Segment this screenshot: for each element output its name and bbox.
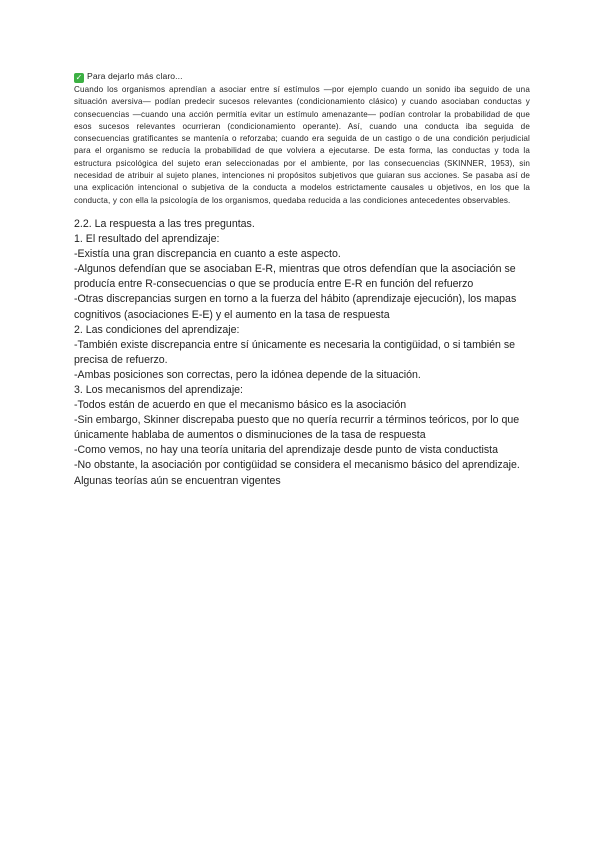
section-title-text: Para dejarlo más claro... bbox=[87, 71, 183, 81]
bullet-line: -Ambas posiciones son correctas, pero la idónea depende de la situación. bbox=[74, 368, 421, 381]
check-mark-icon: ✓ bbox=[75, 73, 83, 82]
answers-section bbox=[74, 217, 530, 489]
bullet-line: -Algunos defendían que se asociaban E-R, mientras que otros defendían que la asociación se producía entre R-consecuencias o que se producía entre E-R en función del refuerzo bbox=[74, 263, 516, 291]
bullet-line: -Existía una gran discrepancia en cuanto a este aspecto. bbox=[74, 248, 341, 261]
bullet-line: -También existe discrepancia entre sí únicamente es necesaria la contigüidad, o si también se precisa de refuerzo. bbox=[74, 338, 516, 366]
subheading-conditions: 2. Las condiciones del aprendizaje: bbox=[74, 323, 240, 336]
bullet-line: -No obstante, la asociación por contigüidad se considera el mecanismo básico del aprendizaje. Algunas teorías aún se encuentran vigentes bbox=[74, 459, 520, 487]
bullet-line: -Como vemos, no hay una teoría unitaria del aprendizaje desde punto de vista conductista bbox=[74, 444, 499, 457]
document-body bbox=[74, 70, 530, 489]
bullet-line: -Sin embargo, Skinner discrepaba puesto que no quería recurrir a términos teóricos, por lo que únicamente hablaba de aumentos o disminuciones de la tasa de respuesta bbox=[74, 414, 520, 442]
subheading-result: 1. El resultado del aprendizaje: bbox=[74, 233, 220, 246]
bullet-line: -Todos están de acuerdo en que el mecanismo básico es la asociación bbox=[74, 399, 407, 412]
answers-heading: 2.2. La respuesta a las tres preguntas. bbox=[74, 217, 255, 230]
bullet-line: -Otras discrepancias surgen en torno a la fuerza del hábito (aprendizaje ejecución), los mapas cognitivos (asociaciones E-E) y el aumento en la tasa de respuesta bbox=[74, 293, 517, 321]
summary-paragraph: Cuando los organismos aprendían a asociar entre sí estímulos —por ejemplo cuando un sonido iba seguido de una situación aversiva— podían predecir sucesos relevantes (condicionamiento clásico) y cuando asociaban conductas y consecuencias —cuando una acción permitía evitar un estímulo amenazante— podían controlar la probabilidad de que esos sucesos relevantes ocurrieran (condicionamiento operante). Así, cuando una conducta iba seguida de consecuencias gratificantes se mantenía o reforzaba; cuando era seguida de un castigo o de una condición perjudicial para el organismo se reducía la probabilidad de que volviera a ejecutarse. De esta forma, las conductas y toda la estructura psicológica del sujeto eran seleccionadas por el ambiente, por las consecuencias (SKINNER, 1953), sin necesidad de atribuir al sujeto planes, intenciones ni propósitos subjetivos que guiaran sus acciones. Se pasaba así de una explicación intencional o subjetiva de la conducta a modelos estrictamente causales u objetivos, en los que la conducta, y con ella la psicología de los organismos, quedaba reducida a las condiciones antecedentes observables. bbox=[74, 85, 530, 205]
subheading-mechanisms: 3. Los mecanismos del aprendizaje: bbox=[74, 384, 244, 396]
section-title bbox=[74, 70, 530, 83]
